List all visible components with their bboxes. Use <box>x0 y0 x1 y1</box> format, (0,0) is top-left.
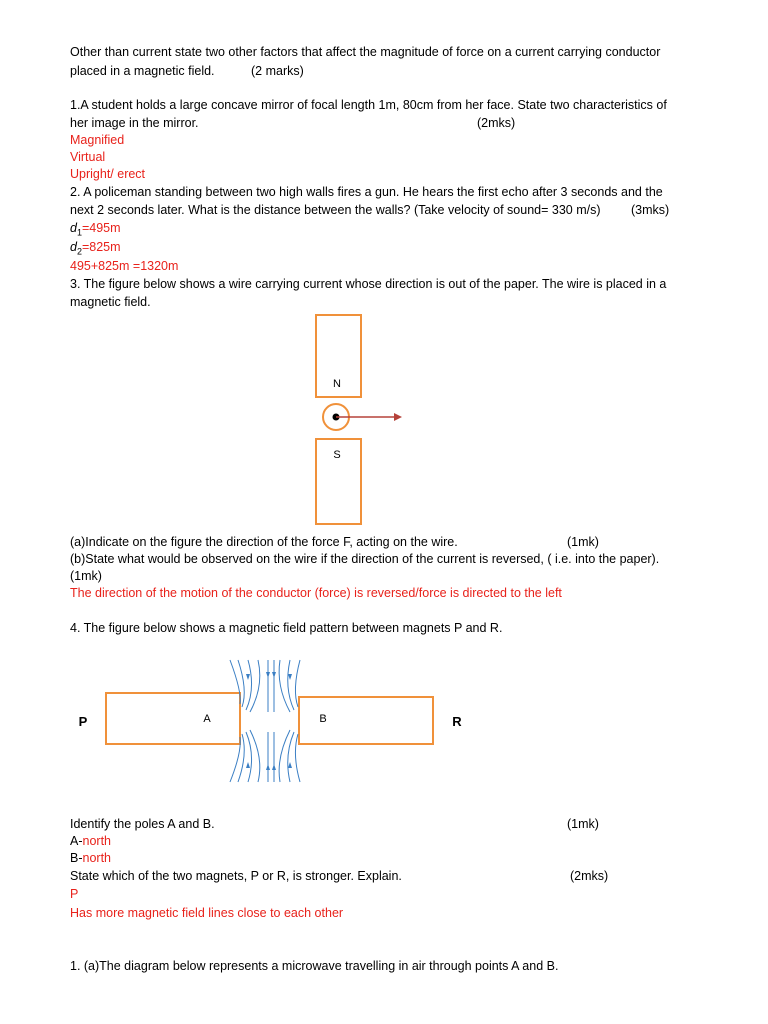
q3-part-b: (b)State what would be observed on the wire if the direction of the current is reversed, ( i.e. into the paper). <box>70 552 660 566</box>
q3-answer: The direction of the motion of the conductor (force) is reversed/force is directed to the left <box>70 586 562 600</box>
q1-marks: (2mks) <box>477 116 516 130</box>
q2-d2-symbol: d <box>70 240 77 254</box>
q2-d1-symbol: d <box>70 221 77 235</box>
q4-answer-a-value: north <box>82 834 111 848</box>
q3-line-1: 3. The figure below shows a wire carrying current whose direction is out of the paper. The wire is placed in a <box>70 277 667 291</box>
force-arrow-head-icon <box>394 413 402 421</box>
q3-part-a: (a)Indicate on the figure the direction of the force F, acting on the wire. <box>70 535 458 549</box>
intro-marks: (2 marks) <box>251 64 304 78</box>
q4-state-marks: (2mks) <box>570 869 609 883</box>
q2-sum: 495+825m =1320m <box>70 259 179 273</box>
q2-d2-value: =825m <box>81 240 121 254</box>
q1-line-1: 1.A student holds a large concave mirror of focal length 1m, 80cm from her face. State two characteristics of <box>70 98 667 112</box>
pole-a-label: A <box>203 713 211 725</box>
q2-d1-sub: 1 <box>76 227 82 238</box>
field-arrows-icon <box>246 672 292 770</box>
q4-identify-marks: (1mk) <box>567 817 599 831</box>
q4-answer-magnet: P <box>70 887 79 901</box>
pole-b-label: B <box>319 713 327 725</box>
q2-line-1: 2. A policeman standing between two high walls fires a gun. He hears the first echo after 3 seconds and the <box>70 185 663 199</box>
q4-answer-b <box>70 850 111 867</box>
q2-marks: (3mks) <box>631 203 670 217</box>
north-pole-label: N <box>333 378 341 390</box>
q2-line-2: next 2 seconds later. What is the distance between the walls? (Take velocity of sound= 330 m/s) <box>70 203 601 217</box>
q4-state: State which of the two magnets, P or R, is stronger. Explain. <box>70 869 402 883</box>
q4-answer-a <box>70 833 111 850</box>
q1-answer-1: Magnified <box>70 133 125 147</box>
q3-figure <box>300 310 420 530</box>
q2-d1-value: =495m <box>81 221 121 235</box>
q4-line-1: 4. The figure below shows a magnetic field pattern between magnets P and R. <box>70 621 503 635</box>
magnet-p <box>106 693 240 744</box>
q5-line-1: 1. (a)The diagram below represents a microwave travelling in air through points A and B. <box>70 959 559 973</box>
q1-answer-2: Virtual <box>70 150 106 164</box>
q1-answer-3: Upright/ erect <box>70 167 146 181</box>
magnet-r-label: R <box>452 714 462 729</box>
q3-part-b-marks: (1mk) <box>70 569 102 583</box>
q4-answer-reason: Has more magnetic field lines close to each other <box>70 906 344 920</box>
q4-figure <box>70 652 490 792</box>
q3-part-a-marks: (1mk) <box>567 535 599 549</box>
intro-line-1: Other than current state two other factors that affect the magnitude of force on a current carrying conductor <box>70 45 661 59</box>
q1-line-2: her image in the mirror. <box>70 116 199 130</box>
q4-answer-a-prefix: A- <box>70 834 83 848</box>
magnet-p-label: P <box>78 714 88 729</box>
q4-answer-b-prefix: B- <box>70 851 83 865</box>
q2-d2-sub: 2 <box>76 246 82 257</box>
q4-identify: Identify the poles A and B. <box>70 817 215 831</box>
q4-answer-b-value: north <box>82 851 111 865</box>
intro-line-2: placed in a magnetic field. <box>70 64 215 78</box>
south-pole-label: S <box>333 449 341 461</box>
q3-line-2: magnetic field. <box>70 295 151 309</box>
